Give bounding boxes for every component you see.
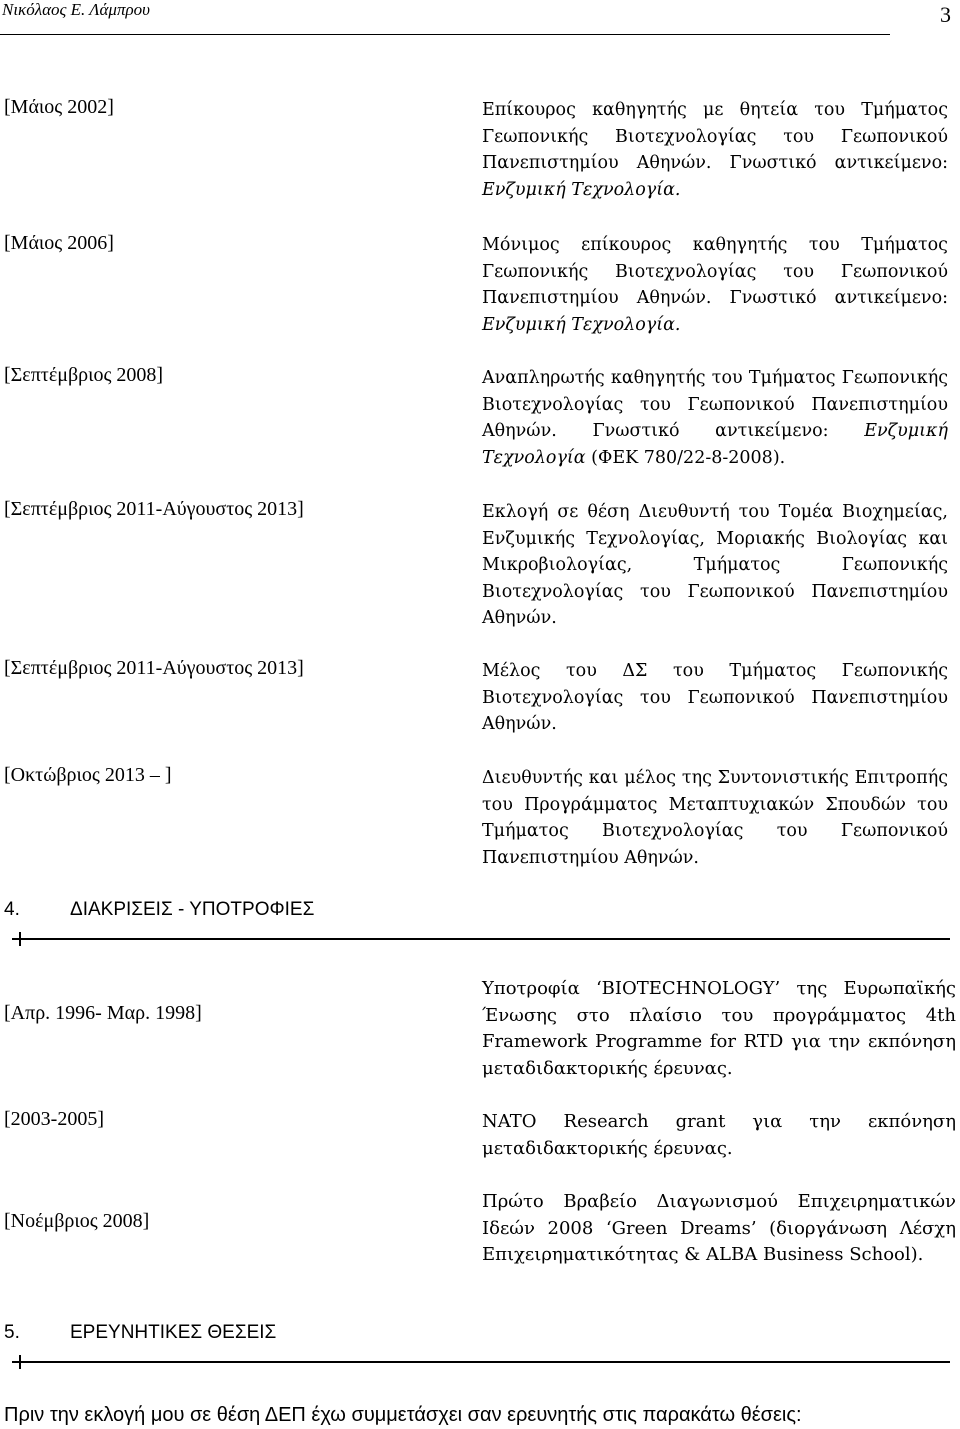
position-date: [Σεπτέμβριος 2011-Αύγουστος 2013] bbox=[4, 498, 304, 520]
section-rule-tick bbox=[19, 1355, 21, 1369]
position-description: Μέλος του ΔΣ του Τμήματος Γεωπονικής Βιοτεχνολογίας του Γεωπονικού Πανεπιστημίου Αθηνών. bbox=[482, 661, 948, 734]
section-rule bbox=[12, 938, 950, 940]
header-author: Νικόλαος Ε. Λάμπρου bbox=[2, 0, 150, 19]
position-field: Ενζυμική Τεχνολογία. bbox=[482, 314, 681, 335]
section-number: 4. bbox=[4, 899, 20, 920]
section-heading-awards bbox=[4, 899, 314, 921]
section-title: ΔΙΑΚΡΙΣΕΙΣ - ΥΠΟΤΡΟΦΙΕΣ bbox=[70, 899, 315, 920]
position-description: Εκλογή σε θέση Διευθυντή του Τομέα Βιοχημείας, Ενζυμικής Τεχνολογίας, Μοριακής Βιολογίας και Μικροβιολογίας, Τμήματος Γεωπονικής Βιοτεχνολογίας του Γεωπονικού Πανεπιστημίου Αθηνών. bbox=[482, 502, 948, 628]
section-heading-research bbox=[4, 1322, 276, 1344]
position-description: Επίκουρος καθηγητής με θητεία του Τμήματος Γεωπονικής Βιοτεχνολογίας του Γεωπονικού Πανεπιστημίου Αθηνών. Γνωστικό αντικείμενο: Ενζυμική Τεχνολογία. bbox=[482, 100, 948, 200]
position-date: [Σεπτέμβριος 2011-Αύγουστος 2013] bbox=[4, 657, 304, 679]
section-number: 5. bbox=[4, 1322, 20, 1343]
award-date: [Νοέμβριος 2008] bbox=[4, 1210, 150, 1232]
award-description: Υποτροφία ‘BIOTECHNOLOGY’ της Ευρωπαϊκής Ένωσης στο πλαίσιο του προγράμματος 4th Framework Programme for RTD για την εκπόνηση μεταδιδακτορικής έρευνας. bbox=[482, 978, 956, 1079]
page-number: 3 bbox=[940, 2, 951, 27]
award-description: Πρώτο Βραβείο Διαγωνισμού Επιχειρηματικών Ιδεών 2008 ‘Green Dreams’ (διοργάνωση Λέσχη Επιχειρηματικότητας & ALBA Business School). bbox=[482, 1191, 956, 1265]
position-date: [Σεπτέμβριος 2008] bbox=[4, 364, 164, 386]
header-rule bbox=[0, 34, 890, 35]
position-date: [Μάιος 2006] bbox=[4, 232, 114, 254]
award-description: NATO Research grant για την εκπόνηση μεταδιδακτορικής έρευνας. bbox=[482, 1111, 956, 1159]
position-field: Ενζυμική Τεχνολογία. bbox=[482, 179, 681, 200]
award-date: [2003-2005] bbox=[4, 1108, 104, 1130]
position-date: [Μάιος 2002] bbox=[4, 96, 114, 118]
position-date: [Οκτώβριος 2013 – ] bbox=[4, 764, 172, 786]
position-description: Μόνιμος επίκουρος καθηγητής του Τμήματος Γεωπονικής Βιοτεχνολογίας του Γεωπονικού Πανεπιστημίου Αθηνών. Γνωστικό αντικείμενο: Ενζυμική Τεχνολογία. bbox=[482, 235, 948, 335]
position-description: Αναπληρωτής καθηγητής του Τμήματος Γεωπονικής Βιοτεχνολογίας του Γεωπονικού Πανεπιστημίου Αθηνών. Γνωστικό αντικείμενο: Ενζυμική Τεχνολογία (ΦΕΚ 780/22-8-2008). bbox=[482, 368, 948, 468]
section-intro: Πριν την εκλογή μου σε θέση ΔΕΠ έχω συμμετάσχει σαν ερευνητής στις παρακάτω θέσεις: bbox=[4, 1404, 802, 1426]
position-description: Διευθυντής και μέλος της Συντονιστικής Επιτροπής του Προγράμματος Μεταπτυχιακών Σπουδών του Τμήματος Βιοτεχνολογίας του Γεωπονικού Πανεπιστημίου Αθηνών. bbox=[482, 768, 948, 868]
section-title: ΕΡΕΥΝΗΤΙΚΕΣ ΘΕΣΕΙΣ bbox=[70, 1322, 277, 1343]
section-rule-tick bbox=[19, 932, 21, 946]
award-date: [Απρ. 1996- Μαρ. 1998] bbox=[4, 1002, 202, 1024]
section-rule bbox=[12, 1361, 950, 1363]
position-field: Ενζυμική Τεχνολογία bbox=[482, 421, 948, 468]
